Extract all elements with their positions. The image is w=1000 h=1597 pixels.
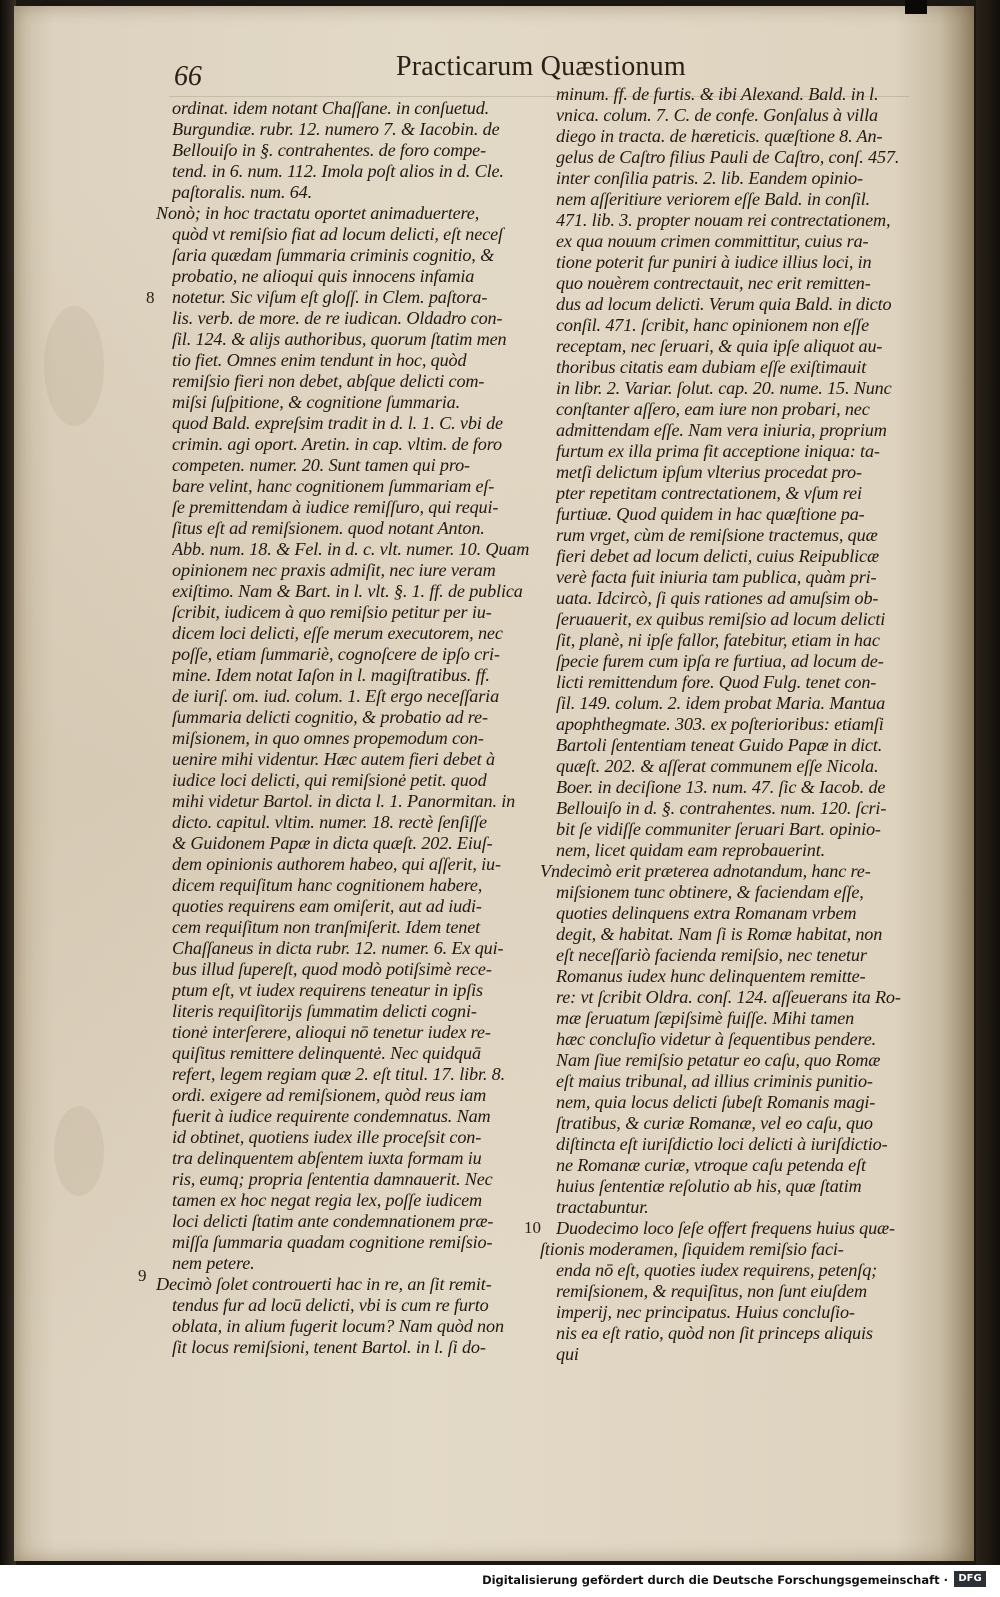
text-line: dicem requiſitum hanc cognitionem habere,	[172, 875, 483, 895]
text-line: quoties delinquens extra Romanam vrbem	[556, 903, 857, 923]
text-line: Burgundiæ. rubr. 12. numero 7. & Iacobin. de	[172, 119, 500, 139]
text-line: uenire mihi videntur. Hæc autem fieri debet à	[172, 749, 495, 769]
paper-stain	[54, 1106, 104, 1196]
text-line: tra delinquentem abſentem iuxta formam iu	[172, 1148, 482, 1168]
text-line: Bellouiſo in §. contrahentes. de foro compe-	[172, 140, 486, 160]
text-line: cem requiſitum non tranſmiſerit. Idem tenet	[172, 917, 481, 937]
text-line: fuerit à iudice requirente condemnatus. Nam	[172, 1106, 491, 1126]
text-line: id obtinet, quotiens iudex ille proceſsit con-	[172, 1127, 482, 1147]
text-line: thoribus citatis eam dubiam eſſe exiſtimauit	[556, 357, 867, 377]
text-line: ſil. 124. & alijs authoribus, quorum ſtatim men	[172, 329, 507, 349]
text-line: loci delicti ſtatim ante condemnationem præ-	[172, 1211, 494, 1231]
text-line: re: vt ſcribit Oldra. conſ. 124. aſſeuerans ita Ro-	[556, 987, 901, 1007]
text-line: miſsionem tunc obtinere, & faciendam eſſe,	[556, 882, 864, 902]
book-page	[14, 6, 974, 1561]
text-line: tractabuntur.	[556, 1197, 649, 1217]
text-line: conſil. 471. ſcribit, hanc opinionem non eſſe	[556, 315, 869, 335]
text-line: lis. verb. de more. de re iudican. Oldadro con-	[172, 308, 503, 328]
text-line: ſit locus remiſsioni, tenent Bartol. in l. ſi do-	[172, 1337, 486, 1357]
text-line: vnica. colum. 7. C. de confe. Gonſalus à villa	[556, 105, 878, 125]
text-line: ris, eumq; propria ſententia damnauerit. Nec	[172, 1169, 493, 1189]
text-line: Bellouiſo in d. §. contrahentes. num. 120. ſcri-	[556, 798, 887, 818]
text-line: crimin. agi oport. Aretin. in cap. vltim. de foro	[172, 434, 502, 454]
text-line: tamen ex hoc negat regia lex, poſſe iudicem	[172, 1190, 483, 1210]
text-line: enda nō eſt, quoties iudex requirens, petenſq;	[556, 1260, 878, 1280]
text-line: refert, legem regiam quæ 2. eſt titul. 17. libr. 8.	[172, 1064, 505, 1084]
text-line: eſt maius tribunal, ad illius criminis punitio-	[556, 1071, 873, 1091]
text-line: diſtincta eſt iuriſdictio loci delicti à iuriſdictio-	[556, 1134, 888, 1154]
text-line: Duodecimo loco ſeſe offert frequens huius quæ-	[556, 1218, 895, 1238]
text-line: Chaſſaneus in dicta rubr. 12. numer. 6. Ex qui-	[172, 938, 504, 958]
text-line: verè facta fuit iniuria tam publica, quàm pri-	[556, 567, 877, 587]
text-line: poſſe, etiam ſummariè, cognoſcere de ipſo cri-	[172, 644, 500, 664]
text-line: remiſsionem, & requiſitus, non ſunt eiuſdem	[556, 1281, 867, 1301]
text-line: metſi delictum ipſum vlterius procedat pro-	[556, 462, 862, 482]
text-line: imperij, nec principatus. Huius concluſio-	[556, 1302, 855, 1322]
text-line: probatio, ne alioqui quis innocens infamia	[172, 266, 475, 286]
text-line: paſtoralis. num. 64.	[172, 182, 312, 202]
text-line: oblata, in alium fugerit locum? Nam quòd non	[172, 1316, 504, 1336]
paper-stain	[44, 306, 104, 426]
text-line: literis requiſitorijs ſummatim delicti cogni-	[172, 1001, 477, 1021]
text-line: ſe premittendam à iudice remiſſuro, qui requi-	[172, 497, 499, 517]
scanner-clip	[905, 0, 927, 14]
dfg-logo: DFG	[954, 1571, 986, 1587]
text-line: mine. Idem notat Iaſon in l. magiſtratibus. ff.	[172, 665, 490, 685]
text-line: ſtratibus, & curiæ Romanæ, vel eo caſu, quo	[556, 1113, 873, 1133]
text-line: dus ad locum delicti. Verum quia Bald. in dicto	[556, 294, 892, 314]
text-line: Nam ſiue remiſsio petatur eo caſu, quo Romæ	[556, 1050, 881, 1070]
text-line: uata. Idcircò, ſi quis rationes ad amuſsim ob-	[556, 588, 879, 608]
text-line: Vndecimò erit præterea adnotandum, hanc re-	[540, 861, 871, 881]
text-line: ordinat. idem notant Chaſſane. in conſuetud.	[172, 98, 490, 118]
running-head: Practicarum Quæstionum	[396, 51, 686, 82]
text-line: minum. ff. de furtis. & ibi Alexand. Bald. in l.	[556, 84, 879, 104]
text-line: Romanus iudex hunc delinquentem remitte-	[556, 966, 866, 986]
text-line: ſcribit, iudicem à quo remiſsio petitur per iu-	[172, 602, 492, 622]
text-line: ſpecie furem cum ipſa re furtiua, ad locum de-	[556, 651, 884, 671]
text-line: tio fiet. Omnes enim tendunt in hoc, quòd	[172, 350, 467, 370]
text-line: miſsionem, in quo omnes propemodum con-	[172, 728, 484, 748]
text-line: quòd vt remiſsio fiat ad locum delicti, eſt neceſ	[172, 224, 503, 244]
margin-number-8: 8	[146, 288, 155, 307]
text-line: ſitus eſt ad remiſsionem. quod notant Anton.	[172, 518, 485, 538]
text-line: ordi. exigere ad remiſsionem, quòd reus iam	[172, 1085, 487, 1105]
text-line: miſſa ſummaria quadam cognitione remiſsio-	[172, 1232, 493, 1252]
text-line: nem, quia locus delicti ſubeſt Romanis magi-	[556, 1092, 876, 1112]
text-line: apophthegmate. 303. ex poſterioribus: etiamſi	[556, 714, 884, 734]
text-line: mihi videtur Bartol. in dicta l. 1. Panormitan. in	[172, 791, 516, 811]
text-line: fieri debet ad locum delicti, cuius Reipublicæ	[556, 546, 879, 566]
text-line: de iuriſ. om. iud. colum. 1. Eſt ergo neceſſaria	[172, 686, 500, 706]
text-line: opinionem nec praxis admiſit, nec iure veram	[172, 560, 496, 580]
text-line: pter repetitam contrectationem, & vſum rei	[556, 483, 862, 503]
text-line: quod Bald. expreſsim tradit in d. l. 1. C. vbi de	[172, 413, 503, 433]
text-line: inter conſilia patris. 2. lib. Eandem opinio-	[556, 168, 863, 188]
text-line: quo nouèrem contrectauit, nec erit remitten-	[556, 273, 871, 293]
text-line: Boer. in deciſione 13. num. 47. ſic & Iacob. de	[556, 777, 886, 797]
text-line: Nonò; in hoc tractatu oportet animaduertere,	[156, 203, 480, 223]
text-line: rum vrget, cùm de remiſsione tractemus, quæ	[556, 525, 878, 545]
text-line: iudice loci delicti, qui remiſsionė petit. quod	[172, 770, 487, 790]
text-line: bus illud ſupereſt, quod modò potiſsimè rece-	[172, 959, 492, 979]
text-line: in libr. 2. Variar. ſolut. cap. 20. nume. 15. Nunc	[556, 378, 892, 398]
text-line: Bartoli ſententiam teneat Guido Papæ in dict.	[556, 735, 883, 755]
scanner-edge-right	[976, 0, 1000, 1565]
text-line: ſil. 149. colum. 2. idem probat Maria. Mantua	[556, 693, 886, 713]
text-line: quæſt. 202. & aſſerat communem eſſe Nicola.	[556, 756, 879, 776]
text-line: Abb. num. 18. & Fel. in d. c. vlt. numer. 10. Quam	[172, 539, 530, 559]
text-line: admittendam eſſe. Nam vera iniuria, proprium	[556, 420, 887, 440]
text-line: Decimò ſolet controuerti hac in re, an ſit remit-	[156, 1274, 492, 1294]
text-line: ſaria quædam ſummaria criminis cognitio, &	[172, 245, 495, 265]
text-line: quiſitus remittere delinquentė. Nec quidquā	[172, 1043, 481, 1063]
text-line: furtiuæ. Quod quidem in hac quæſtione pa-	[556, 504, 865, 524]
text-line: nem aſſeritiure veriorem eſſe Bald. in conſil.	[556, 189, 871, 209]
footer-credit: Digitalisierung gefördert durch die Deutsche Forschungsgemeinschaft ·	[482, 1573, 948, 1587]
text-line: ſeruauerit, ex quibus remiſsio ad locum delicti	[556, 609, 886, 629]
text-line: dem opinionis authorem habeo, qui aſſerit, iu-	[172, 854, 501, 874]
text-line: eſt neceſſariò facienda remiſsio, nec tenetur	[556, 945, 867, 965]
text-line: miſsi ſuſpitione, & cognitione ſummaria.	[172, 392, 461, 412]
text-line: competen. numer. 20. Sunt tamen qui pro-	[172, 455, 470, 475]
text-line: furtum ex illa prima fit acceptione iniqua: ta-	[556, 441, 880, 461]
text-line: dicem loci delicti, eſſe merum executorem, nec	[172, 623, 503, 643]
text-line: ſit, planè, ni ipſe fallor, fatebitur, etiam in hac	[556, 630, 880, 650]
margin-number-9: 9	[138, 1266, 147, 1285]
text-line: nem, licet quidam eam reprobauerint.	[556, 840, 826, 860]
text-line: nis ea eſt ratio, quòd non ſit princeps aliquis	[556, 1323, 873, 1343]
text-line: quoties requirens eam omiſerit, aut ad iudi-	[172, 896, 482, 916]
text-line: gelus de Caſtro filius Pauli de Caſtro, conſ. 457.	[556, 147, 900, 167]
left-text-column	[156, 98, 536, 1358]
text-line: remiſsio fieri non debet, abſque delicti com-	[172, 371, 485, 391]
page-number: 66	[174, 61, 202, 92]
text-line: tione poterit fur puniri à iudice illius loci, in	[556, 252, 872, 272]
page-shading	[940, 6, 974, 1561]
text-line: tend. in 6. num. 112. Imola poſt alios in d. Cle.	[172, 161, 504, 181]
text-line: 471. lib. 3. propter nouam rei contrectationem,	[556, 210, 891, 230]
text-line: diego in tracta. de hæreticis. quæſtione 8. An-	[556, 126, 883, 146]
text-line: notetur. Sic viſum eſt gloſſ. in Clem. paſtora-	[172, 287, 488, 307]
text-line: qui	[556, 1344, 579, 1364]
text-line: conſtanter aſſero, eam iure non probari, nec	[556, 399, 870, 419]
text-line: hæc concluſio videtur à ſequentibus pendere.	[556, 1029, 877, 1049]
text-line: tionė interſerere, alioqui nō tenetur iudex re-	[172, 1022, 491, 1042]
text-line: ptum eſt, vt iudex requirens teneatur in ipſis	[172, 980, 483, 1000]
text-line: dicto. capitul. vltim. numer. 18. rectè ſenſiſſe	[172, 812, 487, 832]
text-line: ex qua nouum crimen committitur, cuius ra-	[556, 231, 869, 251]
text-line: bit ſe vidiſſe communiter ſeruari Bart. opinio-	[556, 819, 881, 839]
text-line: mæ ſeruatum ſæpiſsimè fuiſſe. Mihi tamen	[556, 1008, 855, 1028]
text-line: ne Romanæ curiæ, vtroque caſu petenda eſt	[556, 1155, 866, 1175]
text-line: receptam, nec ſeruari, & quia ipſe aliquot au-	[556, 336, 883, 356]
text-line: exiſtimo. Nam & Bart. in l. vlt. §. 1. ff. de publica	[172, 581, 523, 601]
text-line: nem petere.	[172, 1253, 255, 1273]
right-text-column	[540, 84, 908, 1365]
text-line: tendus fur ad locū delicti, vbi is cum re furto	[172, 1295, 489, 1315]
margin-number-10: 10	[524, 1218, 541, 1237]
digitization-footer	[0, 1565, 1000, 1597]
text-line: licti remittendum fore. Quod Fulg. tenet con-	[556, 672, 877, 692]
text-line: degit, & habitat. Nam ſi is Romæ habitat, non	[556, 924, 883, 944]
text-line: & Guidonem Papæ in dicta quæſt. 202. Eiuſ-	[172, 833, 493, 853]
text-line: ſtionis moderamen, ſiquidem remiſsio faci-	[540, 1239, 844, 1259]
text-line: bare velint, hanc cognitionem ſummariam eſ-	[172, 476, 495, 496]
text-line: huius ſententiæ reſolutio ab his, quæ ſtatim	[556, 1176, 862, 1196]
text-line: ſummaria delicti cognitio, & probatio ad re-	[172, 707, 488, 727]
